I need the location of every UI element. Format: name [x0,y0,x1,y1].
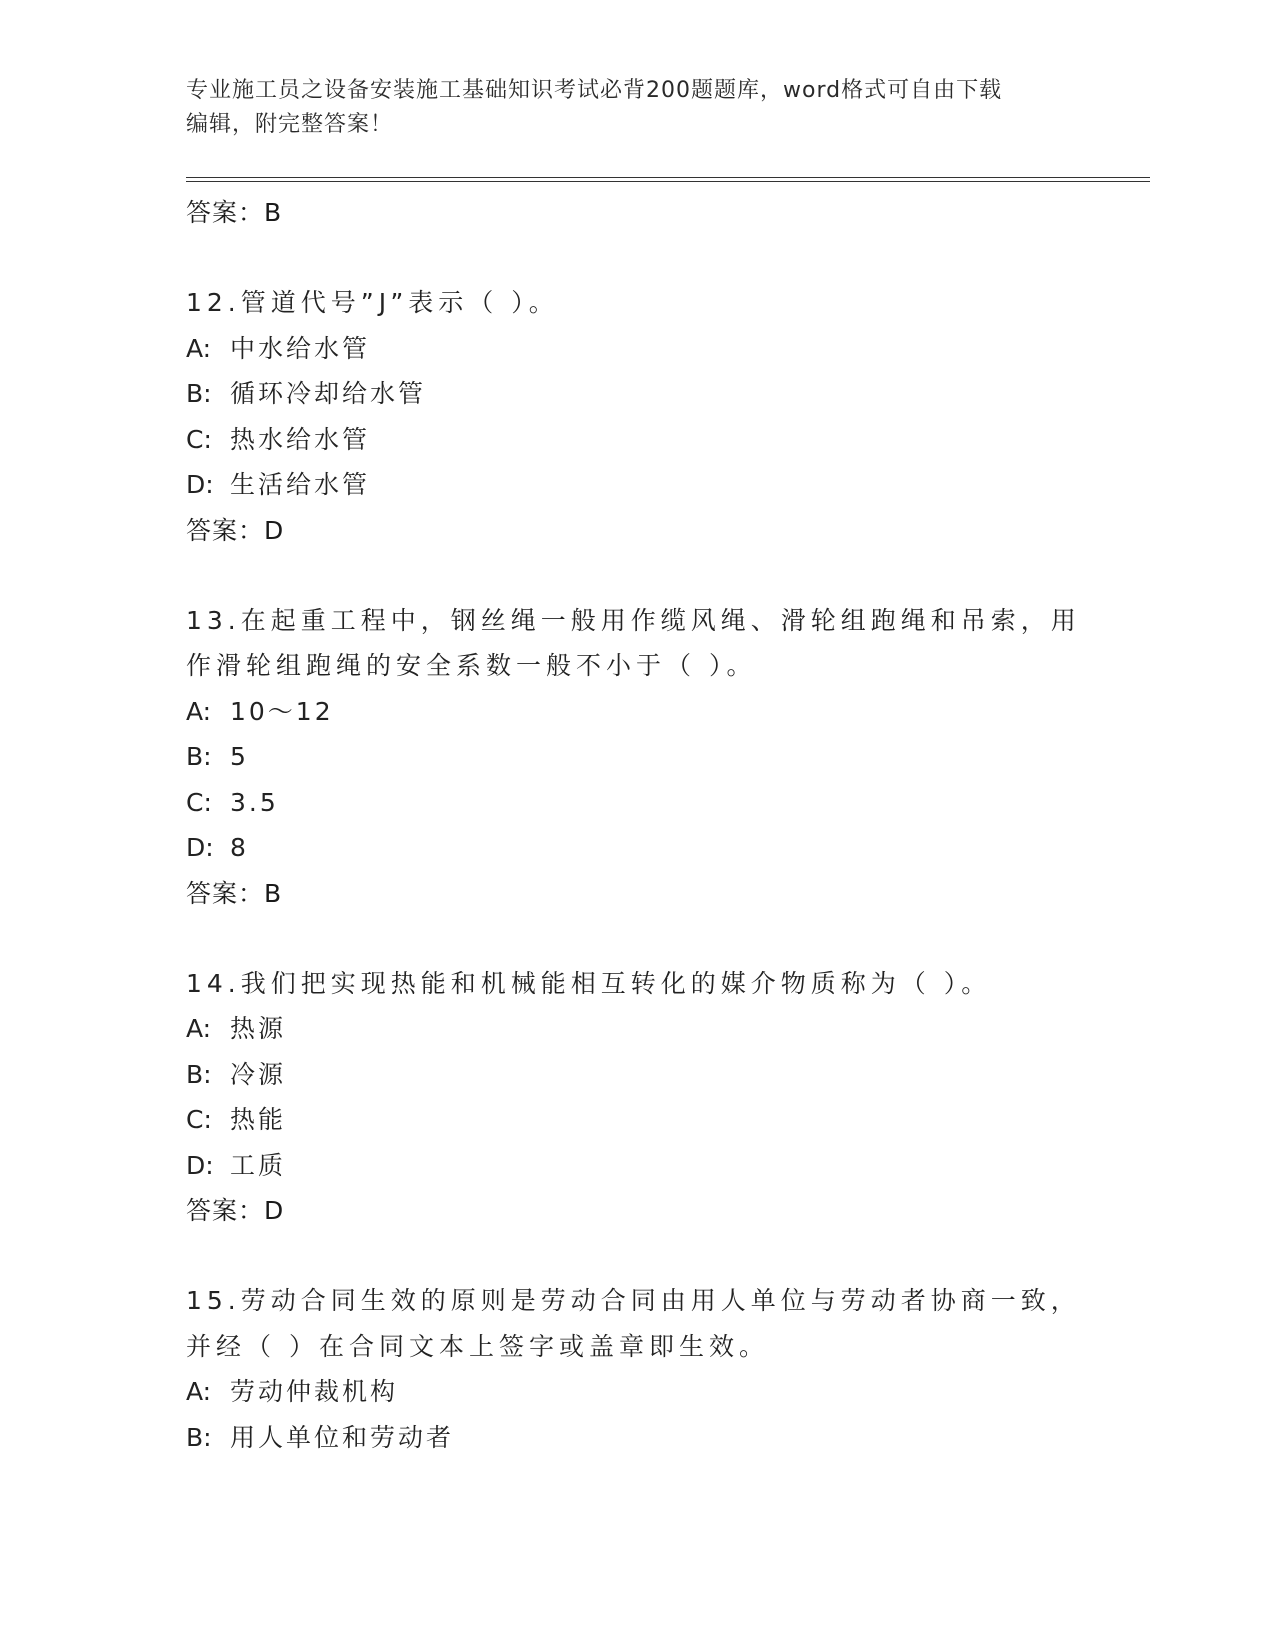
question-stem: 15.劳动合同生效的原则是劳动合同由用人单位与劳动者协商一致，并经（ ）在合同文本上签字或盖章即生效。 [186,1286,1081,1361]
page-header [186,74,1086,142]
header-line-2: 编辑，附完整答案！ [186,112,394,137]
option-d [186,462,1086,508]
answer-line: 答案：B [186,198,283,227]
option-letter: D: [186,470,214,499]
option-letter: B: [186,379,212,408]
option-d [186,825,1086,871]
question-13 [186,598,1086,916]
option-c [186,1097,1086,1143]
option-letter: B: [186,1422,212,1452]
option-text: 中水给水管 [230,333,371,363]
question-stem: 14.我们把实现热能和机械能相互转化的媒介物质称为（ ）。 [186,968,992,998]
option-text: 3.5 [230,787,279,817]
question-15 [186,1278,1086,1460]
option-a [186,689,1086,735]
answer-line: 答案：D [186,1196,285,1225]
option-text: 热源 [230,1014,287,1043]
question-14 [186,961,1086,1234]
option-text: 工质 [230,1150,287,1180]
answer-line: 答案：B [186,878,283,908]
option-text: 用人单位和劳动者 [230,1422,455,1452]
option-c [186,417,1086,463]
option-letter: C: [186,424,212,454]
option-c [186,780,1086,826]
option-text: 冷源 [230,1059,287,1089]
option-letter: A: [186,696,212,726]
question-12 [186,280,1086,553]
option-text: 劳动仲裁机构 [230,1377,399,1406]
option-text: 热能 [230,1105,287,1134]
option-text: 5 [230,742,249,771]
option-d [186,1143,1086,1189]
option-letter: C: [186,1105,212,1134]
option-letter: D: [186,1150,214,1180]
question-stem: 13.在起重工程中，钢丝绳一般用作缆风绳、滑轮组跑绳和吊索，用作滑轮组跑绳的安全系数一般不小于（ ）。 [186,605,1081,680]
option-letter: B: [186,1059,212,1089]
header-line-1: 专业施工员之设备安装施工基础知识考试必背200题题库，word格式可自由下载 [186,78,1003,103]
option-a [186,326,1086,372]
option-b [186,734,1086,780]
document-body [186,190,1086,1460]
option-text: 热水给水管 [230,424,371,454]
header-rule [186,177,1150,182]
option-text: 8 [230,833,249,862]
option-a [186,1006,1086,1052]
option-letter: A: [186,1014,212,1043]
option-b [186,371,1086,417]
option-letter: D: [186,833,214,862]
option-text: 循环冷却给水管 [230,379,427,408]
option-letter: A: [186,333,212,363]
option-letter: B: [186,742,212,771]
option-letter: C: [186,787,212,817]
answer-line: 答案：D [186,515,285,545]
option-b [186,1052,1086,1098]
option-text: 生活给水管 [230,470,371,499]
option-letter: A: [186,1377,212,1406]
option-b [186,1415,1086,1461]
option-text: 10～12 [230,696,334,726]
option-a [186,1369,1086,1415]
question-stem: 12.管道代号”J”表示（ ）。 [186,288,559,317]
